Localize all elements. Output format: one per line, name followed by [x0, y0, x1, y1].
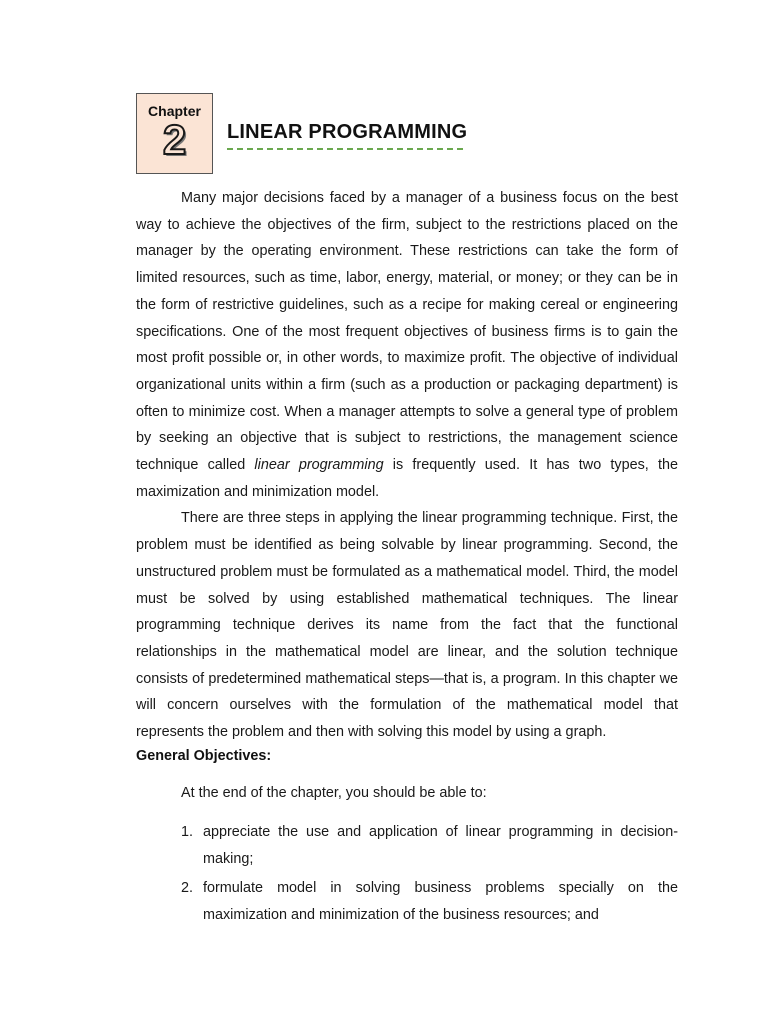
- list-item-number: 2.: [181, 880, 194, 896]
- body-text: [136, 185, 678, 746]
- paragraph-1: [136, 185, 678, 505]
- paragraph-1-emphasis: linear programming: [254, 457, 384, 474]
- objectives-heading: General Objectives:: [136, 748, 272, 764]
- objectives-list: [181, 819, 678, 931]
- list-item-text: appreciate the use and application of linear programming in decision-making;: [203, 824, 678, 867]
- list-item: [181, 875, 678, 929]
- paragraph-2: There are three steps in applying the linear programming technique. First, the problem must be identified as being solvable by linear programming. Second, the unstructured problem must be formulated as a mathematical model. Third, the model must be solved by using established mathematical techniques. The linear programming technique derives its name from the fact that the functional relationships in the mathematical model are linear, and the solution technique consists of predetermined mathematical steps—that is, a program. In this chapter we will concern ourselves with the formulation of the mathematical model that represents the problem and then with solving this model by using a graph.: [136, 510, 678, 741]
- chapter-badge: [136, 93, 213, 174]
- chapter-title: LINEAR PROGRAMMING: [227, 121, 463, 150]
- chapter-number: 2: [162, 116, 187, 163]
- list-item-text: formulate model in solving business problems specially on the maximization and minimization of the business resources; and: [203, 880, 678, 923]
- paragraph-1-after: is frequently used. It has two types, the maximization and minimization model.: [136, 457, 678, 500]
- chapter-label: Chapter: [148, 103, 201, 119]
- list-item-number: 1.: [181, 824, 194, 840]
- paragraph-1-before: Many major decisions faced by a manager of a business focus on the best way to achieve the objectives of the firm, subject to the restrictions placed on the manager by the operating environment. These restrictions can take the form of limited resources, such as time, labor, energy, material, or money; or they can be in the form of restrictive guidelines, such as a recipe for making cereal or engineering specifications. One of the most frequent objectives of business firms is to gain the most profit possible or, in other words, to maximize profit. The objective of individual organizational units within a firm (such as a production or packaging department) is often to minimize cost. When a manager attempts to solve a general type of problem by seeking an objective that is subject to restrictions, the management science technique called: [136, 190, 678, 474]
- list-item: [181, 819, 678, 873]
- objectives-intro: At the end of the chapter, you should be able to:: [181, 785, 487, 801]
